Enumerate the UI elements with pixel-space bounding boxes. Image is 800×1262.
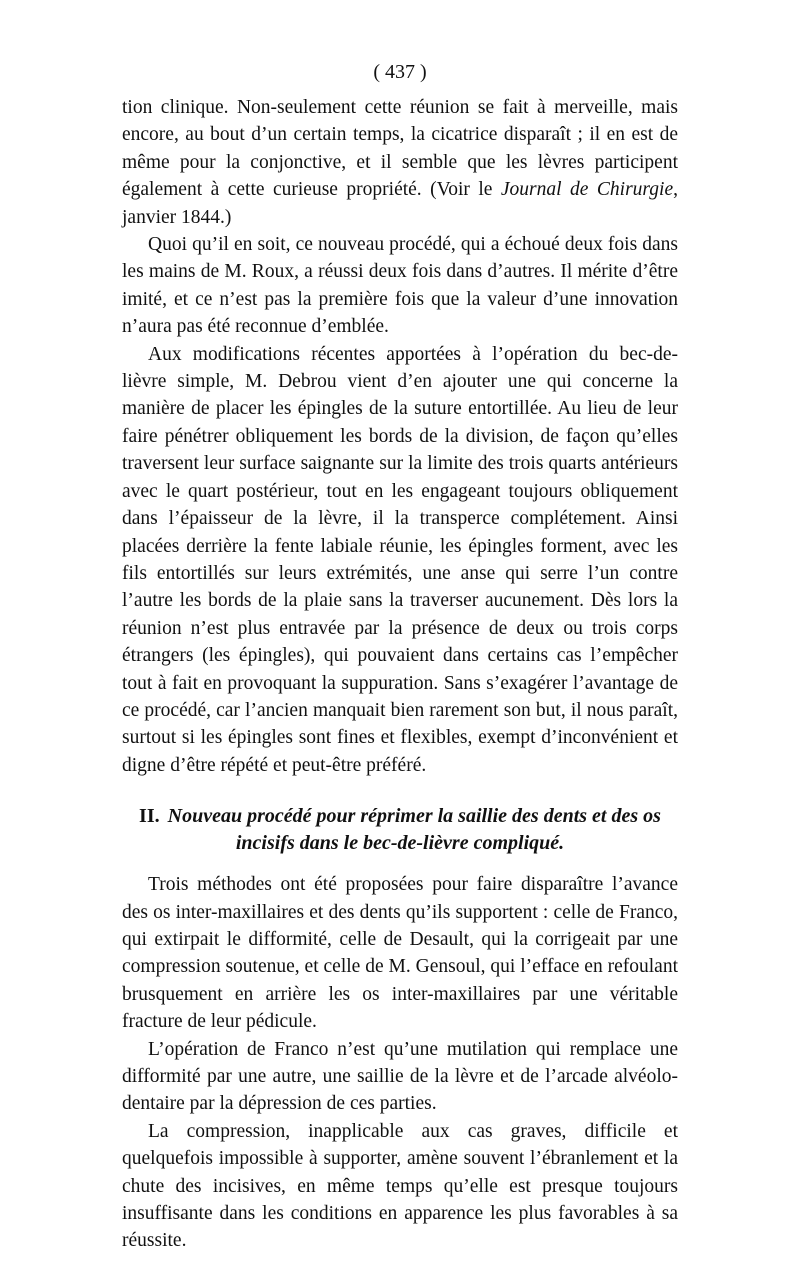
section-heading (122, 803, 678, 857)
paragraph-5: L’opération de Franco n’est qu’une mutilation qui remplace une difformité par une autre, une saillie de la lèvre et de l’arcade alvéolo-dentaire par la dépression de ces parties. (122, 1038, 678, 1115)
paragraph-1 (122, 94, 678, 231)
page-number: ( 437 ) (373, 61, 427, 83)
book-page (122, 58, 678, 1255)
paragraph-1-part-1: tion clinique. Non-seulement cette réunion se fait à merveille, mais encore, au bout d’un certain temps, la cicatrice disparaît ; il en est de même pour la conjonctive, et il semble que les lèvres participent également à cette curieuse propriété. (Voir le (122, 97, 678, 201)
section-title: Nouveau procédé pour réprimer la saillie des dents et des os incisifs dans le bec-de-lièvre compliqué. (167, 805, 661, 855)
paragraph-1-part-3: , janvier 1844.) (122, 179, 678, 228)
paragraph-3: Aux modifications récentes apportées à l’opération du bec-de-lièvre simple, M. Debrou vient d’en ajouter une qui concerne la manière de placer les épingles de la suture entortillée. Au lieu de leur faire pénétrer obliquement les bords de la division, de façon qu’elles traversent leur surface saignante sur la limite des trois quarts antérieurs avec le quart postérieur, tout en les engageant toujours obliquement dans l’épaisseur de la lèvre, il la transperce complétement. Ainsi placées derrière la fente labiale réunie, les épingles forment, avec les fils entortillés sur leurs extrémités, une anse qui serre l’un contre l’autre les bords de la plaie sans la traverser aucunement. Dès lors la réunion n’est plus entravée par la présence de deux ou trois corps étrangers (les épingles), qui pouvaient dans certains cas l’empêcher tout à fait en provoquant la suppuration. Sans s’exagérer l’avantage de ce procédé, car l’ancien manquait bien rarement son but, il nous paraît, surtout si les épingles sont fines et flexibles, exempt d’inconvénient et digne d’être répété et peut-être préféré. (122, 343, 678, 776)
paragraph-6: La compression, inapplicable aux cas graves, difficile et quelquefois impossible à supporter, amène souvent l’ébranlement et la chute des incisives, en même temps qu’elle est presque toujours insuffisante dans les conditions en apparence les plus favorables à sa réussite. (122, 1120, 678, 1252)
paragraph-4: Trois méthodes ont été proposées pour faire disparaître l’avance des os inter-maxillaires et des dents qu’ils supportent : celle de Franco, qui extirpait le difformité, celle de Desault, qui la corrigeait par une compression soutenue, et celle de M. Gensoul, qui l’efface en refoulant brusquement en arrière les os inter-maxillaires par une véritable fracture de leur pédicule. (122, 874, 678, 1033)
journal-title: Journal de Chirurgie (500, 179, 674, 201)
paragraph-2: Quoi qu’il en soit, ce nouveau procédé, qui a échoué deux fois dans les mains de M. Roux, a réussi deux fois dans d’autres. Il mérite d’être imité, et ce n’est pas la première fois que la valeur d’une innovation n’aura pas été reconnue d’emblée. (122, 234, 678, 338)
section-number: II. (139, 805, 160, 828)
